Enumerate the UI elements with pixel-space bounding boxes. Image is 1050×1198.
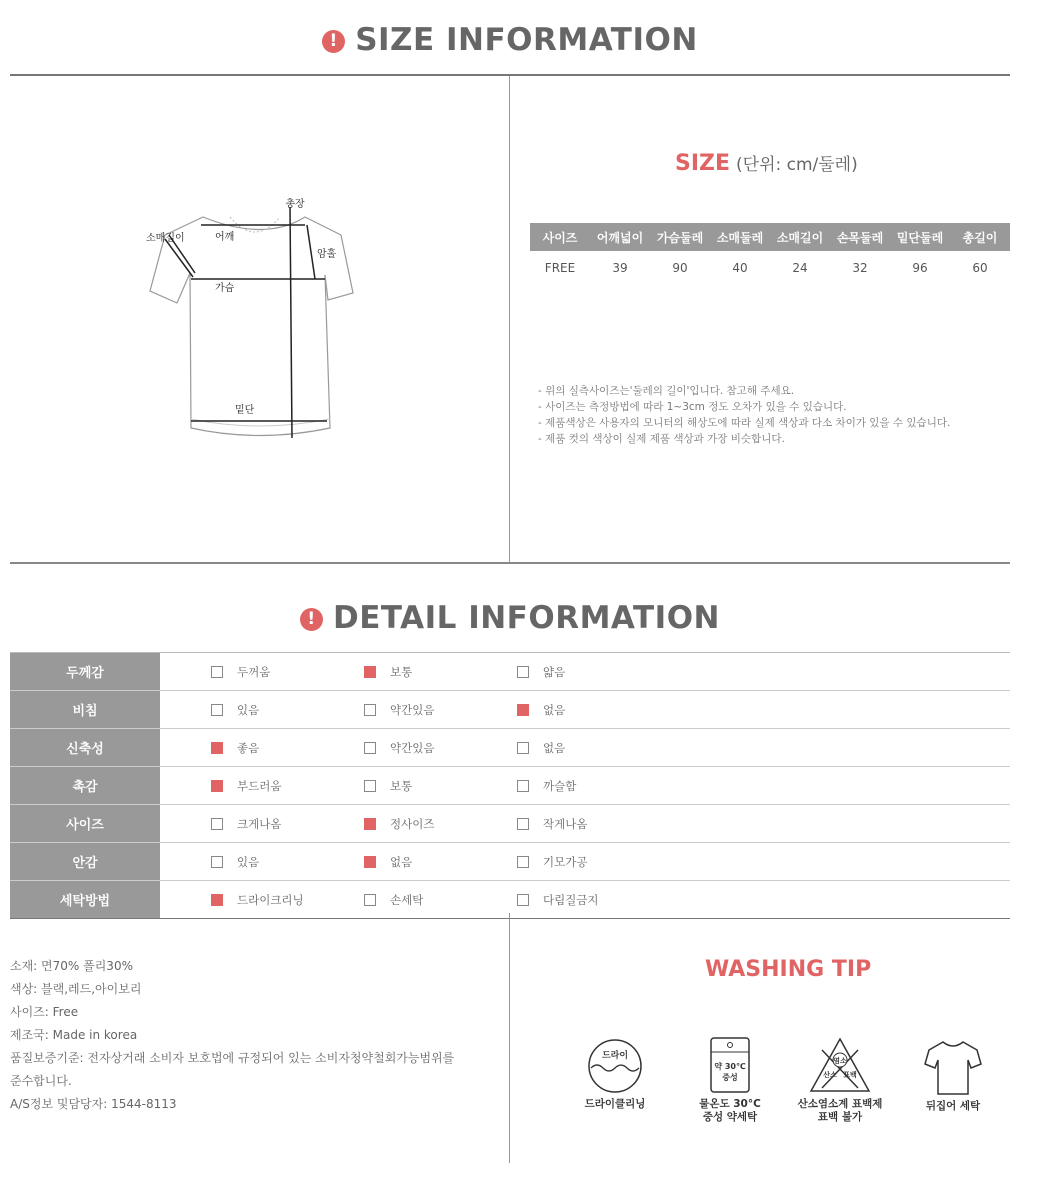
material-line: 품질보증기준: 전자상거래 소비자 보호법에 규정되어 있는 소비자청약철회가능범위를: [10, 1051, 455, 1065]
detail-row-thickness: [10, 652, 1010, 691]
svg-text:표백: 표백: [843, 1071, 857, 1079]
size-label: SIZE: [675, 151, 731, 176]
detail-row-label: 두께감: [10, 653, 160, 690]
checkbox-checked-icon: [211, 780, 223, 792]
dry-clean-icon: [583, 1038, 647, 1094]
note-line: - 제품색상은 사용자의 모니터의 해상도에 따라 실제 색상과 다소 차이가 있을 수 있습니다.: [538, 417, 951, 429]
checkbox-icon: [517, 856, 529, 868]
size-table-cell: FREE: [544, 261, 576, 275]
size-table-header: 가슴둘레: [650, 223, 710, 251]
size-table-cell: 40: [732, 261, 748, 275]
label-total-length: 총장: [285, 199, 305, 210]
checkbox-icon: [517, 780, 529, 792]
detail-option: 없음: [517, 702, 565, 718]
checkbox-icon: [211, 818, 223, 830]
detail-row-stretch: [10, 729, 1010, 767]
detail-information-heading: [0, 600, 1020, 636]
checkbox-icon: [211, 856, 223, 868]
checkbox-checked-icon: [364, 666, 376, 678]
washing-label: 뒤집어 세탁: [925, 1100, 981, 1112]
size-table-header: 총길이: [950, 223, 1010, 251]
checkbox-checked-icon: [364, 856, 376, 868]
size-heading-text: SIZE INFORMATION: [355, 22, 698, 58]
material-line: A/S정보 및담당자: 1544-8113: [10, 1097, 177, 1111]
washing-tip-title: WASHING TIP: [705, 957, 872, 982]
size-table-header: 사이즈: [530, 223, 590, 251]
detail-option: 두꺼움: [211, 664, 270, 680]
table-row: [530, 251, 1010, 285]
material-line: 준수합니다.: [10, 1074, 72, 1088]
size-information-heading: [0, 22, 1020, 58]
checkbox-icon: [364, 894, 376, 906]
divider-top: [10, 74, 1010, 76]
detail-row-label: 촉감: [10, 767, 160, 804]
size-table-cell: 32: [852, 261, 868, 275]
detail-row-fit: [10, 805, 1010, 843]
no-bleach-icon: [808, 1036, 872, 1094]
detail-option: 기모가공: [517, 854, 587, 870]
size-title: [675, 150, 858, 176]
size-table-header: 손목둘레: [830, 223, 890, 251]
washing-30c: [690, 1036, 770, 1124]
note-line: - 위의 실측사이즈는'둘레의 길이'입니다. 참고해 주세요.: [538, 385, 795, 397]
detail-option: 있음: [211, 854, 259, 870]
size-table-cell: 90: [672, 261, 688, 275]
detail-row-label: 사이즈: [10, 805, 160, 842]
washing-label: 산소염소계 표백제: [797, 1098, 883, 1110]
checkbox-icon: [517, 742, 529, 754]
material-line: 색상: 블랙,레드,아이보리: [10, 982, 142, 996]
checkbox-checked-icon: [211, 894, 223, 906]
detail-option: 보통: [364, 778, 412, 794]
material-info: [10, 955, 454, 1116]
inside-out-icon: [923, 1038, 983, 1096]
detail-option: 없음: [364, 854, 412, 870]
checkbox-icon: [364, 780, 376, 792]
size-table-header: 어깨넓이: [590, 223, 650, 251]
size-table-header: 소매길이: [770, 223, 830, 251]
detail-row-sheerness: [10, 691, 1010, 729]
checkbox-icon: [211, 666, 223, 678]
material-line: 소재: 면70% 폴리30%: [10, 959, 133, 973]
checkbox-icon: [517, 894, 529, 906]
size-table-cell: 60: [972, 261, 988, 275]
checkbox-icon: [517, 818, 529, 830]
detail-option: 정사이즈: [364, 816, 434, 832]
svg-text:약 30℃: 약 30℃: [714, 1062, 746, 1071]
detail-option: 없음: [517, 740, 565, 756]
size-notes: [538, 383, 950, 447]
label-chest: 가슴: [215, 283, 235, 294]
washing-dry-clean: [575, 1038, 655, 1111]
checkbox-icon: [211, 704, 223, 716]
detail-option: 크게나옴: [211, 816, 281, 832]
detail-row-label: 비침: [10, 691, 160, 728]
detail-row-lining: [10, 843, 1010, 881]
checkbox-checked-icon: [211, 742, 223, 754]
checkbox-icon: [517, 666, 529, 678]
detail-row-label: 신축성: [10, 729, 160, 766]
divider-vertical-bottom: [509, 913, 510, 1163]
divider-vertical-size: [509, 76, 510, 563]
washing-label: 물온도 30°C: [699, 1098, 761, 1110]
detail-option: 손세탁: [364, 892, 423, 908]
detail-option: 드라이크리닝: [211, 892, 304, 908]
washing-no-bleach: [790, 1036, 890, 1124]
detail-option: 부드러움: [211, 778, 281, 794]
checkbox-icon: [364, 742, 376, 754]
label-hem: 밑단: [235, 405, 255, 416]
material-line: 제조국: Made in korea: [10, 1028, 138, 1042]
note-line: - 제품 컷의 색상이 실제 제품 색상과 가장 비슷합니다.: [538, 433, 785, 445]
size-table-header: 소매둘레: [710, 223, 770, 251]
detail-heading-text: DETAIL INFORMATION: [332, 600, 720, 636]
size-table-cell: 96: [912, 261, 928, 275]
checkbox-checked-icon: [364, 818, 376, 830]
detail-option: 얇음: [517, 664, 565, 680]
size-table-header: 밑단둘레: [890, 223, 950, 251]
detail-option: 약간있음: [364, 702, 434, 718]
checkbox-checked-icon: [517, 704, 529, 716]
detail-option: 다림질금지: [517, 892, 599, 908]
exclamation-icon: !: [322, 30, 345, 53]
svg-text:산소: 산소: [823, 1071, 837, 1079]
svg-text:중성: 중성: [722, 1073, 738, 1082]
divider-size-bottom: [10, 562, 1010, 564]
exclamation-icon: !: [300, 608, 323, 631]
washing-label: 드라이클리닝: [584, 1098, 646, 1110]
tshirt-diagram: [135, 195, 395, 455]
washing-inside-out: [913, 1038, 993, 1113]
detail-option: 약간있음: [364, 740, 434, 756]
detail-option: 작게나옴: [517, 816, 587, 832]
size-table-cell: 24: [792, 261, 808, 275]
wash-30-icon: [705, 1036, 755, 1094]
size-table-header-row: [530, 223, 1010, 251]
detail-option: 좋음: [211, 740, 259, 756]
material-line: 사이즈: Free: [10, 1005, 79, 1019]
detail-option: 보통: [364, 664, 412, 680]
size-table: [530, 223, 1010, 285]
size-unit-label: (단위: cm/둘레): [736, 155, 858, 175]
size-table-cell: 39: [612, 261, 628, 275]
label-shoulder: 어깨: [215, 232, 235, 243]
detail-grid: [10, 652, 1010, 919]
label-armhole: 암홀: [317, 249, 337, 260]
detail-row-label: 안감: [10, 843, 160, 880]
svg-text:염소: 염소: [833, 1057, 847, 1065]
detail-option: 까슬함: [517, 778, 576, 794]
label-sleeve-length: 소매길이: [146, 233, 185, 244]
svg-text:드라이: 드라이: [601, 1051, 629, 1061]
detail-option: 있음: [211, 702, 259, 718]
checkbox-icon: [364, 704, 376, 716]
detail-row-label: 세탁방법: [10, 881, 160, 918]
note-line: - 사이즈는 측정방법에 따라 1~3cm 정도 오차가 있을 수 있습니다.: [538, 401, 847, 413]
detail-row-washing: [10, 881, 1010, 919]
washing-label: 중성 약세탁: [702, 1111, 758, 1123]
detail-row-texture: [10, 767, 1010, 805]
washing-label: 표백 불가: [817, 1111, 863, 1123]
